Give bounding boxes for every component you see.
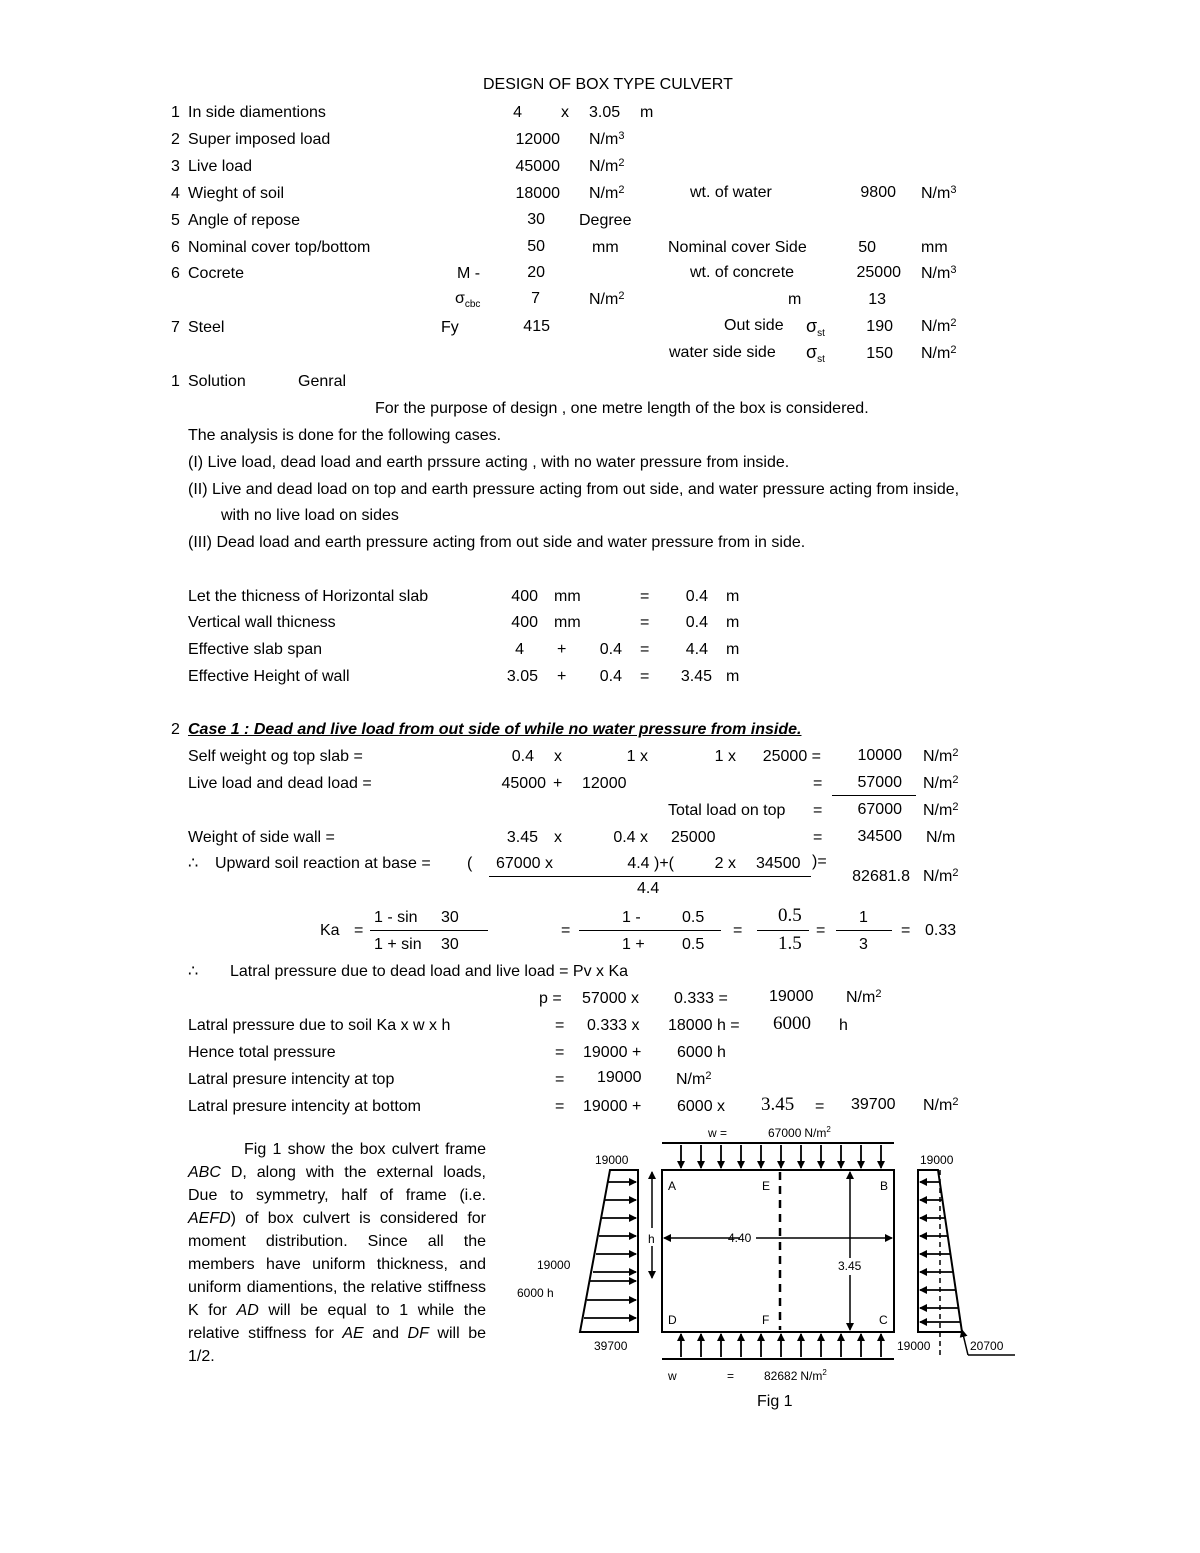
section-heading: Solution [188,373,246,390]
unit: m [726,641,740,658]
fraction-numerator: 1 - sin [374,909,418,926]
unit: $N/m^2$ [923,867,959,885]
calc-value: 0.4 [685,614,708,631]
input-value: 190 [866,318,893,335]
equals-sign: = [555,1044,565,1061]
calc-result: 6000 [773,1013,811,1034]
unit: m [640,104,654,121]
equals-sign: = [815,1098,825,1115]
input-value: 13 [868,291,886,308]
unit: $N/m^2$ [676,1070,712,1088]
calc-value: 3.45 [680,668,712,685]
row-number: 5 [171,212,180,229]
input-label: Nominal cover top/bottom [188,239,371,256]
equals-sign: = [813,775,823,792]
input-value: 7 [531,290,540,307]
load-value: 67000 $N/m^2$ [768,1125,831,1140]
unit: $N/m^2$ [589,157,625,175]
fraction-denominator: 1 + sin [374,936,422,953]
sigma-st-symbol: $\sigma_{st}$ [806,316,825,339]
top-load-arrows [681,1145,881,1168]
pressure-label: 19000 [897,1339,931,1353]
section-subheading: Genral [298,373,347,390]
calc-value: 0.4 [599,641,622,658]
calc-result: 57000 [857,774,902,791]
dimension-label: h [648,1232,655,1246]
calc-value: 0.4 [685,588,708,605]
calc-label: Latral pressure due to dead load and live load = Pv x Ka [230,963,629,980]
calc-result: 34500 [857,828,902,845]
ka-label: Ka [320,922,340,939]
calc-value: 400 [511,588,538,605]
node-label: F [762,1313,770,1327]
input-value: 50 [527,238,545,255]
unit: $N/m^2$ [589,290,625,308]
fraction-numerator: 1 [859,909,868,926]
input-label: Nominal cover Side [668,239,807,256]
calc-label: Latral pressure due to soil Ka x w x h [188,1017,451,1034]
node-label: A [668,1179,677,1193]
row-number: 2 [171,131,180,148]
case-heading: Case 1 : Dead and live load from out side of while no water pressure from inside. [188,721,802,738]
input-label: Wieght of soil [188,185,285,202]
equals-sign: = [813,802,823,819]
fy-label: Fy [441,319,459,336]
dimension-label: 4.40 [728,1231,752,1245]
input-label: Out side [724,317,784,334]
input-value: 18000 [515,185,560,202]
therefore-symbol: ∴ [188,855,199,872]
unit: $N/m^3$ [589,130,625,148]
node-label: C [879,1313,888,1327]
node-label: B [880,1179,889,1193]
calc-value: 19000 + [583,1044,642,1061]
calc-value: 19000 + [583,1098,642,1115]
calc-value: 0.4 [511,748,534,765]
equals-sign: = [901,922,911,939]
paragraph-line: The analysis is done for the following cases. [188,427,502,444]
times-sign: x [561,104,569,121]
calc-value: 4 [515,641,524,658]
calc-value: 1 x [714,748,736,765]
unit: m [726,614,740,631]
plus-sign: + [557,668,567,685]
pressure-label: 39700 [594,1339,628,1353]
calc-result: 67000 [857,801,902,818]
calc-value: 67000 x [496,855,553,872]
input-label: In side diamentions [188,104,326,121]
input-value: 25000 [856,264,901,281]
unit: $N/m^2$ [923,1096,959,1114]
calc-label: Weight of side wall = [188,829,335,846]
bracket: )= [812,853,827,870]
row-number: 6 [171,265,180,282]
calc-label: Live load and dead load = [188,775,372,792]
dimension-label: 3.45 [838,1259,862,1273]
unit: mm [592,239,619,256]
input-value: 415 [523,318,550,335]
unit: $N/m^2$ [589,184,625,202]
calc-value: 0.333 x [587,1017,640,1034]
input-value: 45000 [515,158,560,175]
fraction-numerator: 0.5 [682,909,705,926]
input-value: 20 [527,264,545,281]
node-label: D [668,1313,677,1327]
calc-value: 45000 [501,775,546,792]
calc-value: 19000 [597,1069,642,1086]
calc-value: 4.4 [637,880,660,897]
fraction-numerator: 30 [441,909,459,926]
input-label: Steel [188,319,225,336]
sigma-cbc-symbol: $\sigma_{cbc}$ [455,290,481,310]
culvert-frame [662,1170,894,1332]
calc-value: 4.4 )+( [627,855,674,872]
input-label: Live load [188,158,253,175]
calc-value: 1 x [626,748,648,765]
plus-sign: + [557,641,567,658]
input-value: 12000 [515,131,560,148]
input-value: 3.05 [589,104,621,121]
case-item: (III) Dead load and earth pressure acting from out side and water pressure from in side. [188,534,806,551]
equals-sign: = [640,641,650,658]
equals-sign: = [555,1071,565,1088]
calc-value: 2 x [714,855,736,872]
equals-sign: = [561,922,571,939]
figure-caption: Fig 1 [757,1393,793,1410]
therefore-symbol: ∴ [188,963,199,980]
calc-value: 400 [511,614,538,631]
input-label: Cocrete [188,265,245,282]
load-value: 82682 $N/m^2$ [764,1368,827,1383]
input-value: 9800 [860,184,896,201]
row-number: 4 [171,185,180,202]
input-value: 150 [866,345,893,362]
unit: mm [554,614,581,631]
row-number: 3 [171,158,180,175]
unit: $N/m^2$ [921,344,957,362]
unit: m [726,588,740,605]
calc-label: Total load on top [668,802,786,819]
input-label: wt. of concrete [690,264,795,281]
equals-sign: = [640,614,650,631]
unit: $N/m^2$ [846,988,882,1006]
row-number: 1 [171,373,180,390]
equals-sign: = [640,588,650,605]
case-item: (I) Live load, dead load and earth prssure acting , with no water pressure from inside. [188,454,790,471]
row-number: 7 [171,319,180,336]
calc-label: Hence total pressure [188,1044,336,1061]
figure-description: Fig 1 show the box culvert frame ABC D, along with the external loads, Due to symmetry, half of frame (i.e. AEFD) of box culvert is considered for moment distribution. Since all the members have uniform thickness, and uniform diamentions, the relative stiffness K for AD will be equal to 1 while the relative stiffness for AE and DF will be 1/2. [188,1141,487,1365]
equals-sign: = [813,829,823,846]
unit: $N/m^2$ [923,801,959,819]
equals-sign: = [733,922,743,939]
load-label: w [668,1369,677,1383]
calc-value: 0.333 = [674,990,728,1007]
calc-result: 39700 [851,1096,896,1113]
pressure-label: 19000 [537,1258,571,1272]
calc-label: Effective Height of wall [188,668,350,685]
unit: $N/m^2$ [921,317,957,335]
times-sign: x [554,829,562,846]
left-pressure-diagram [580,1170,638,1332]
equals-sign: = [640,668,650,685]
calc-label: Latral presure intencity at bottom [188,1098,422,1115]
case-item-continuation: with no live load on sides [221,507,399,524]
unit: h [839,1017,848,1034]
bracket: ( [467,855,473,872]
unit: mm [554,588,581,605]
unit: $N/m^2$ [923,747,959,765]
input-value: 50 [858,239,876,256]
unit: $N/m^2$ [923,774,959,792]
row-number: 6 [171,239,180,256]
equals-sign: = [354,922,364,939]
calc-value: 0.4 [599,668,622,685]
calc-label: Self weight og top slab = [188,748,363,765]
calc-result: 19000 [769,988,814,1005]
pressure-label: 6000 h [517,1286,554,1300]
equals-sign: = [555,1098,565,1115]
input-label: water side side [669,344,776,361]
calc-label: Vertical wall thicness [188,614,336,631]
calc-value: 3.45 [761,1094,795,1115]
calc-label: Latral presure intencity at top [188,1071,395,1088]
row-number: 2 [171,721,180,738]
calc-label: Let the thicness of Horizontal slab [188,588,429,605]
fraction-denominator: 1.5 [778,933,802,954]
calc-value: 6000 x [677,1098,726,1115]
sigma-st-symbol: $\sigma_{st}$ [806,342,825,365]
input-label: Super imposed load [188,131,331,148]
pressure-label: 20700 [970,1339,1004,1353]
node-label: E [762,1179,771,1193]
calc-label: Upward soil reaction at base = [215,855,431,872]
calc-result: 82681.8 [852,868,910,885]
load-label: = [727,1369,735,1383]
pressure-label: 19000 [595,1153,629,1167]
fraction-denominator: 3 [859,936,868,953]
plus-sign: + [553,775,563,792]
calc-value: 0.4 x [613,829,648,846]
unit: Degree [579,212,632,229]
pressure-label: 19000 [920,1153,954,1167]
fraction-numerator: 0.5 [778,905,802,926]
left-pressure-arrows [584,1182,636,1318]
fraction-denominator: 30 [441,936,459,953]
paragraph-line: For the purpose of design , one metre length of the box is considered. [375,400,869,417]
fraction-denominator: 1 + [622,936,645,953]
calc-value: 3.05 [506,668,538,685]
calc-value: 25000 [671,829,716,846]
input-value: 30 [527,211,545,228]
times-sign: x [554,748,562,765]
input-label: Angle of repose [188,212,301,229]
fraction-numerator: 1 - [622,909,641,926]
equals-sign: = [555,1017,565,1034]
calc-value: 4.4 [685,641,708,658]
input-value: 4 [513,104,522,121]
input-label: wt. of water [690,184,772,201]
calc-value: 34500 [756,855,801,872]
page-title: DESIGN OF BOX TYPE CULVERT [483,76,733,93]
calc-result: 10000 [857,747,902,764]
calc-value: 6000 h [677,1044,726,1061]
calc-value: 57000 x [582,990,639,1007]
concrete-grade-label: M - [457,265,481,282]
calc-value: 18000 h = [668,1017,740,1034]
case-item: (II) Live and dead load on top and earth pressure acting from out side, and water pressure acting from inside, [188,481,960,498]
unit: m [726,668,740,685]
row-number: 1 [171,104,180,121]
load-label: w = [708,1126,728,1140]
unit: mm [921,239,948,256]
input-label: m [788,291,802,308]
calc-label: Effective slab span [188,641,323,658]
calc-value: 25000 = [762,748,821,765]
equals-sign: = [816,922,826,939]
calc-value: 3.45 [506,829,538,846]
fraction-denominator: 0.5 [682,936,705,953]
unit: N/m [926,829,956,846]
calc-label: p = [539,990,562,1007]
unit: $N/m^3$ [921,264,957,282]
calc-value: 12000 [582,775,627,792]
unit: $N/m^3$ [921,184,957,202]
calc-result: 0.33 [925,922,957,939]
bottom-load-arrows [681,1334,881,1357]
